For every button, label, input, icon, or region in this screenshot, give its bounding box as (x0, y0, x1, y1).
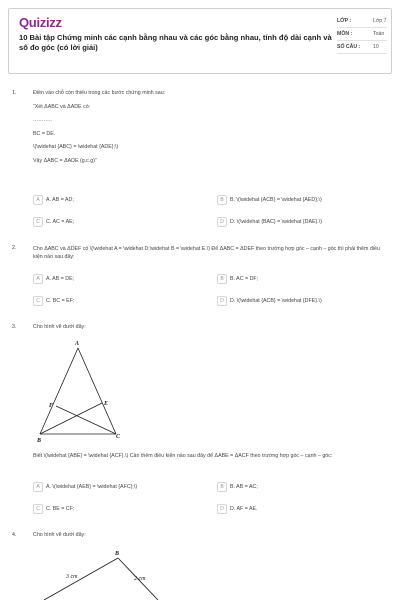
figure-label: 3 cm (66, 574, 78, 580)
option-letter-box: C (33, 504, 43, 514)
figure-label: 2 cm (134, 576, 146, 582)
question-3-condition (12, 452, 392, 472)
answer-option[interactable] (33, 195, 209, 208)
question-body (33, 90, 383, 171)
question-2 (12, 245, 392, 275)
figure-label: F (49, 403, 54, 409)
meta-row-subject (337, 28, 387, 41)
option-text: B. AC = DF; (230, 276, 259, 282)
figure-label: E (104, 401, 109, 407)
question-number: 3. (12, 324, 17, 330)
worksheet-meta (337, 15, 387, 54)
option-letter-box: A (33, 195, 43, 205)
worksheet-header (8, 8, 392, 74)
answer-option[interactable] (217, 274, 393, 287)
question-text: ……….. (33, 117, 52, 123)
option-letter-box: D (217, 296, 227, 306)
question-4 (12, 532, 392, 544)
meta-row-count (337, 41, 387, 54)
option-text: B. \(\widehat {ACB} = \widehat {AED};\) (230, 197, 322, 203)
question-text: Vậy ΔABC = ΔADE (g.c.g)” (33, 157, 97, 164)
meta-row-class (337, 15, 387, 28)
question-text: Điền vào chỗ còn thiếu trong các bước chứng minh sau: (33, 90, 166, 96)
triangle-figure (30, 546, 170, 600)
answer-option[interactable] (217, 195, 393, 208)
question-text: “Xét ΔABC và ΔADE có: (33, 103, 91, 110)
question-text: Cho hình vẽ dưới đây: (33, 532, 86, 538)
question-3 (12, 324, 392, 336)
question-number: 2. (12, 245, 17, 251)
answer-option[interactable] (33, 274, 209, 287)
figure-label: C (116, 434, 121, 440)
answer-option[interactable] (217, 482, 393, 495)
question-1 (12, 90, 392, 230)
question-text: Cho ΔABC và ΔDEF có \(\widehat A = \widehat D;\widehat B = \widehat E.\) Để ΔABC = ΔDEF theo trường hợp góc – cạnh – góc thì phải thêm điều kiện nào sau đây: (33, 246, 380, 260)
question-text: \(\widehat {ABC} = \widehat {ADE};\) (33, 144, 119, 150)
question-number: 4. (12, 532, 17, 538)
figure-label: A (75, 341, 80, 347)
meta-key: LỚP : (337, 18, 352, 24)
option-letter-box: B (217, 195, 227, 205)
option-letter-box: A (33, 482, 43, 492)
option-letter-box: D (217, 504, 227, 514)
figure-label: B (115, 551, 120, 557)
answer-option[interactable] (33, 217, 209, 230)
meta-key: SỐ CÂU : (337, 44, 361, 50)
question-body (33, 452, 383, 467)
option-text: A. \(\widehat {AEB} = \widehat {AFC};\) (46, 484, 138, 490)
option-text: B. AB = AC; (230, 484, 258, 490)
answer-option[interactable] (33, 482, 209, 495)
option-text: C. AC = AE; (46, 219, 75, 225)
answer-option[interactable] (33, 504, 209, 517)
option-letter-box: A (33, 274, 43, 284)
question-body (33, 324, 383, 338)
option-text: D. \(\widehat {BAC} = \widehat {DAE}.\) (230, 219, 323, 225)
option-letter-box: C (33, 217, 43, 227)
question-body (33, 245, 383, 268)
meta-value: Toán (373, 31, 385, 37)
option-text: D. AF = AE. (230, 506, 258, 512)
option-letter-box: B (217, 274, 227, 284)
page-title: 10 Bài tập Chứng minh các cạnh bằng nhau và các góc bằng nhau, tính độ dài cạnh và số đo góc (có lời giải) (19, 33, 332, 52)
option-text: C. BC = EF; (46, 298, 75, 304)
question-text: Biết \(\widehat {ABE} = \widehat {ACF}.\) Cần thêm điều kiện nào sau đây để ΔABE = ΔACF theo trường hợp góc – cạnh – góc: (33, 453, 333, 459)
option-text: D. \(\widehat {ACB} = \widehat {DFE}.\) (230, 298, 322, 304)
option-text: A. AB = AD; (46, 197, 74, 203)
triangle-figure (30, 338, 140, 448)
quizizz-logo: Quizizz (19, 15, 62, 30)
answer-option[interactable] (217, 504, 393, 517)
option-text: C. BE = CF; (46, 506, 75, 512)
question-number: 1. (12, 90, 17, 96)
option-letter-box: C (33, 296, 43, 306)
figure-label: B (37, 438, 42, 444)
question-text: Cho hình vẽ dưới đây: (33, 324, 86, 330)
answer-option[interactable] (217, 296, 393, 309)
answer-option[interactable] (33, 296, 209, 309)
meta-value: Lớp 7 (373, 18, 387, 24)
meta-key: MÔN : (337, 31, 353, 37)
option-text: A. AB = DE; (46, 276, 75, 282)
option-letter-box: B (217, 482, 227, 492)
meta-value: 10 (373, 44, 379, 50)
option-letter-box: D (217, 217, 227, 227)
question-text: BC = DE. (33, 130, 56, 137)
answer-option[interactable] (217, 217, 393, 230)
question-body (33, 532, 383, 546)
